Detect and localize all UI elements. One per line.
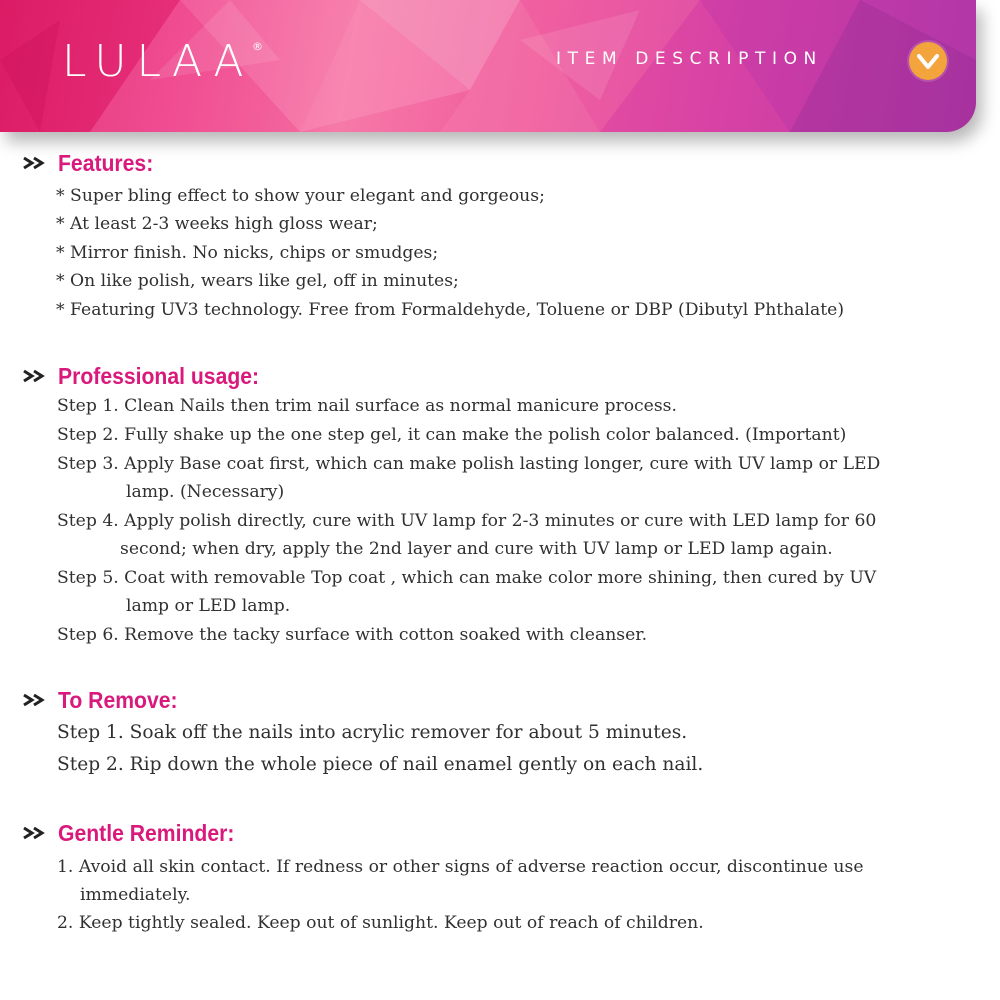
features-heading bbox=[22, 148, 162, 178]
remove-step: Step 1. Soak off the nails into acrylic remover for about 5 minutes. bbox=[57, 722, 688, 743]
usage-step: Step 5. Coat with removable Top coat , which can make color more shining, then cured by UV bbox=[57, 568, 877, 588]
usage-step-continued: second; when dry, apply the 2nd layer and cure with UV lamp or LED lamp again. bbox=[120, 539, 833, 559]
usage-step: Step 2. Fully shake up the one step gel, it can make the polish color balanced. (Important) bbox=[57, 425, 847, 445]
reminder-heading bbox=[22, 818, 250, 848]
double-chevron-right-icon bbox=[22, 693, 52, 707]
item-description-toggle[interactable] bbox=[909, 42, 947, 80]
double-chevron-right-icon bbox=[22, 156, 52, 170]
usage-heading bbox=[22, 361, 277, 391]
reminder-item: 2. Keep tightly sealed. Keep out of sunlight. Keep out of reach of children. bbox=[57, 913, 704, 933]
header-banner bbox=[0, 0, 976, 132]
usage-step: Step 1. Clean Nails then trim nail surface as normal manicure process. bbox=[57, 396, 677, 416]
reminder-item: 1. Avoid all skin contact. If redness or other signs of adverse reaction occur, discontinue use bbox=[57, 857, 864, 877]
feature-item: * Super bling effect to show your elegant and gorgeous; bbox=[56, 186, 545, 206]
reminder-title: Gentle Reminder: bbox=[58, 819, 235, 846]
feature-item: * At least 2-3 weeks high gloss wear; bbox=[56, 214, 378, 234]
remove-title: To Remove: bbox=[58, 686, 178, 713]
feature-item: * Featuring UV3 technology. Free from Formaldehyde, Toluene or DBP (Dibutyl Phthalate) bbox=[56, 300, 845, 320]
features-title: Features: bbox=[58, 149, 154, 176]
double-chevron-right-icon bbox=[22, 369, 52, 383]
feature-item: * On like polish, wears like gel, off in minutes; bbox=[56, 271, 459, 291]
usage-title: Professional usage: bbox=[58, 362, 260, 389]
double-chevron-right-icon bbox=[22, 826, 52, 840]
reminder-item-continued: immediately. bbox=[80, 885, 191, 905]
usage-step: Step 3. Apply Base coat first, which can make polish lasting longer, cure with UV lamp or LED bbox=[57, 454, 881, 474]
feature-item: * Mirror finish. No nicks, chips or smudges; bbox=[56, 243, 439, 263]
remove-heading bbox=[22, 685, 188, 715]
usage-step-continued: lamp or LED lamp. bbox=[126, 596, 291, 616]
item-description-label: ITEM DESCRIPTION bbox=[556, 49, 823, 69]
remove-step: Step 2. Rip down the whole piece of nail enamel gently on each nail. bbox=[57, 754, 704, 775]
chevron-down-icon bbox=[909, 42, 947, 80]
brand-logo: LULAA bbox=[62, 36, 254, 87]
usage-step: Step 4. Apply polish directly, cure with UV lamp for 2-3 minutes or cure with LED lamp for 60 bbox=[57, 511, 877, 531]
registered-mark: ® bbox=[252, 40, 263, 53]
usage-step: Step 6. Remove the tacky surface with cotton soaked with cleanser. bbox=[57, 625, 648, 645]
usage-step-continued: lamp. (Necessary) bbox=[126, 482, 285, 502]
